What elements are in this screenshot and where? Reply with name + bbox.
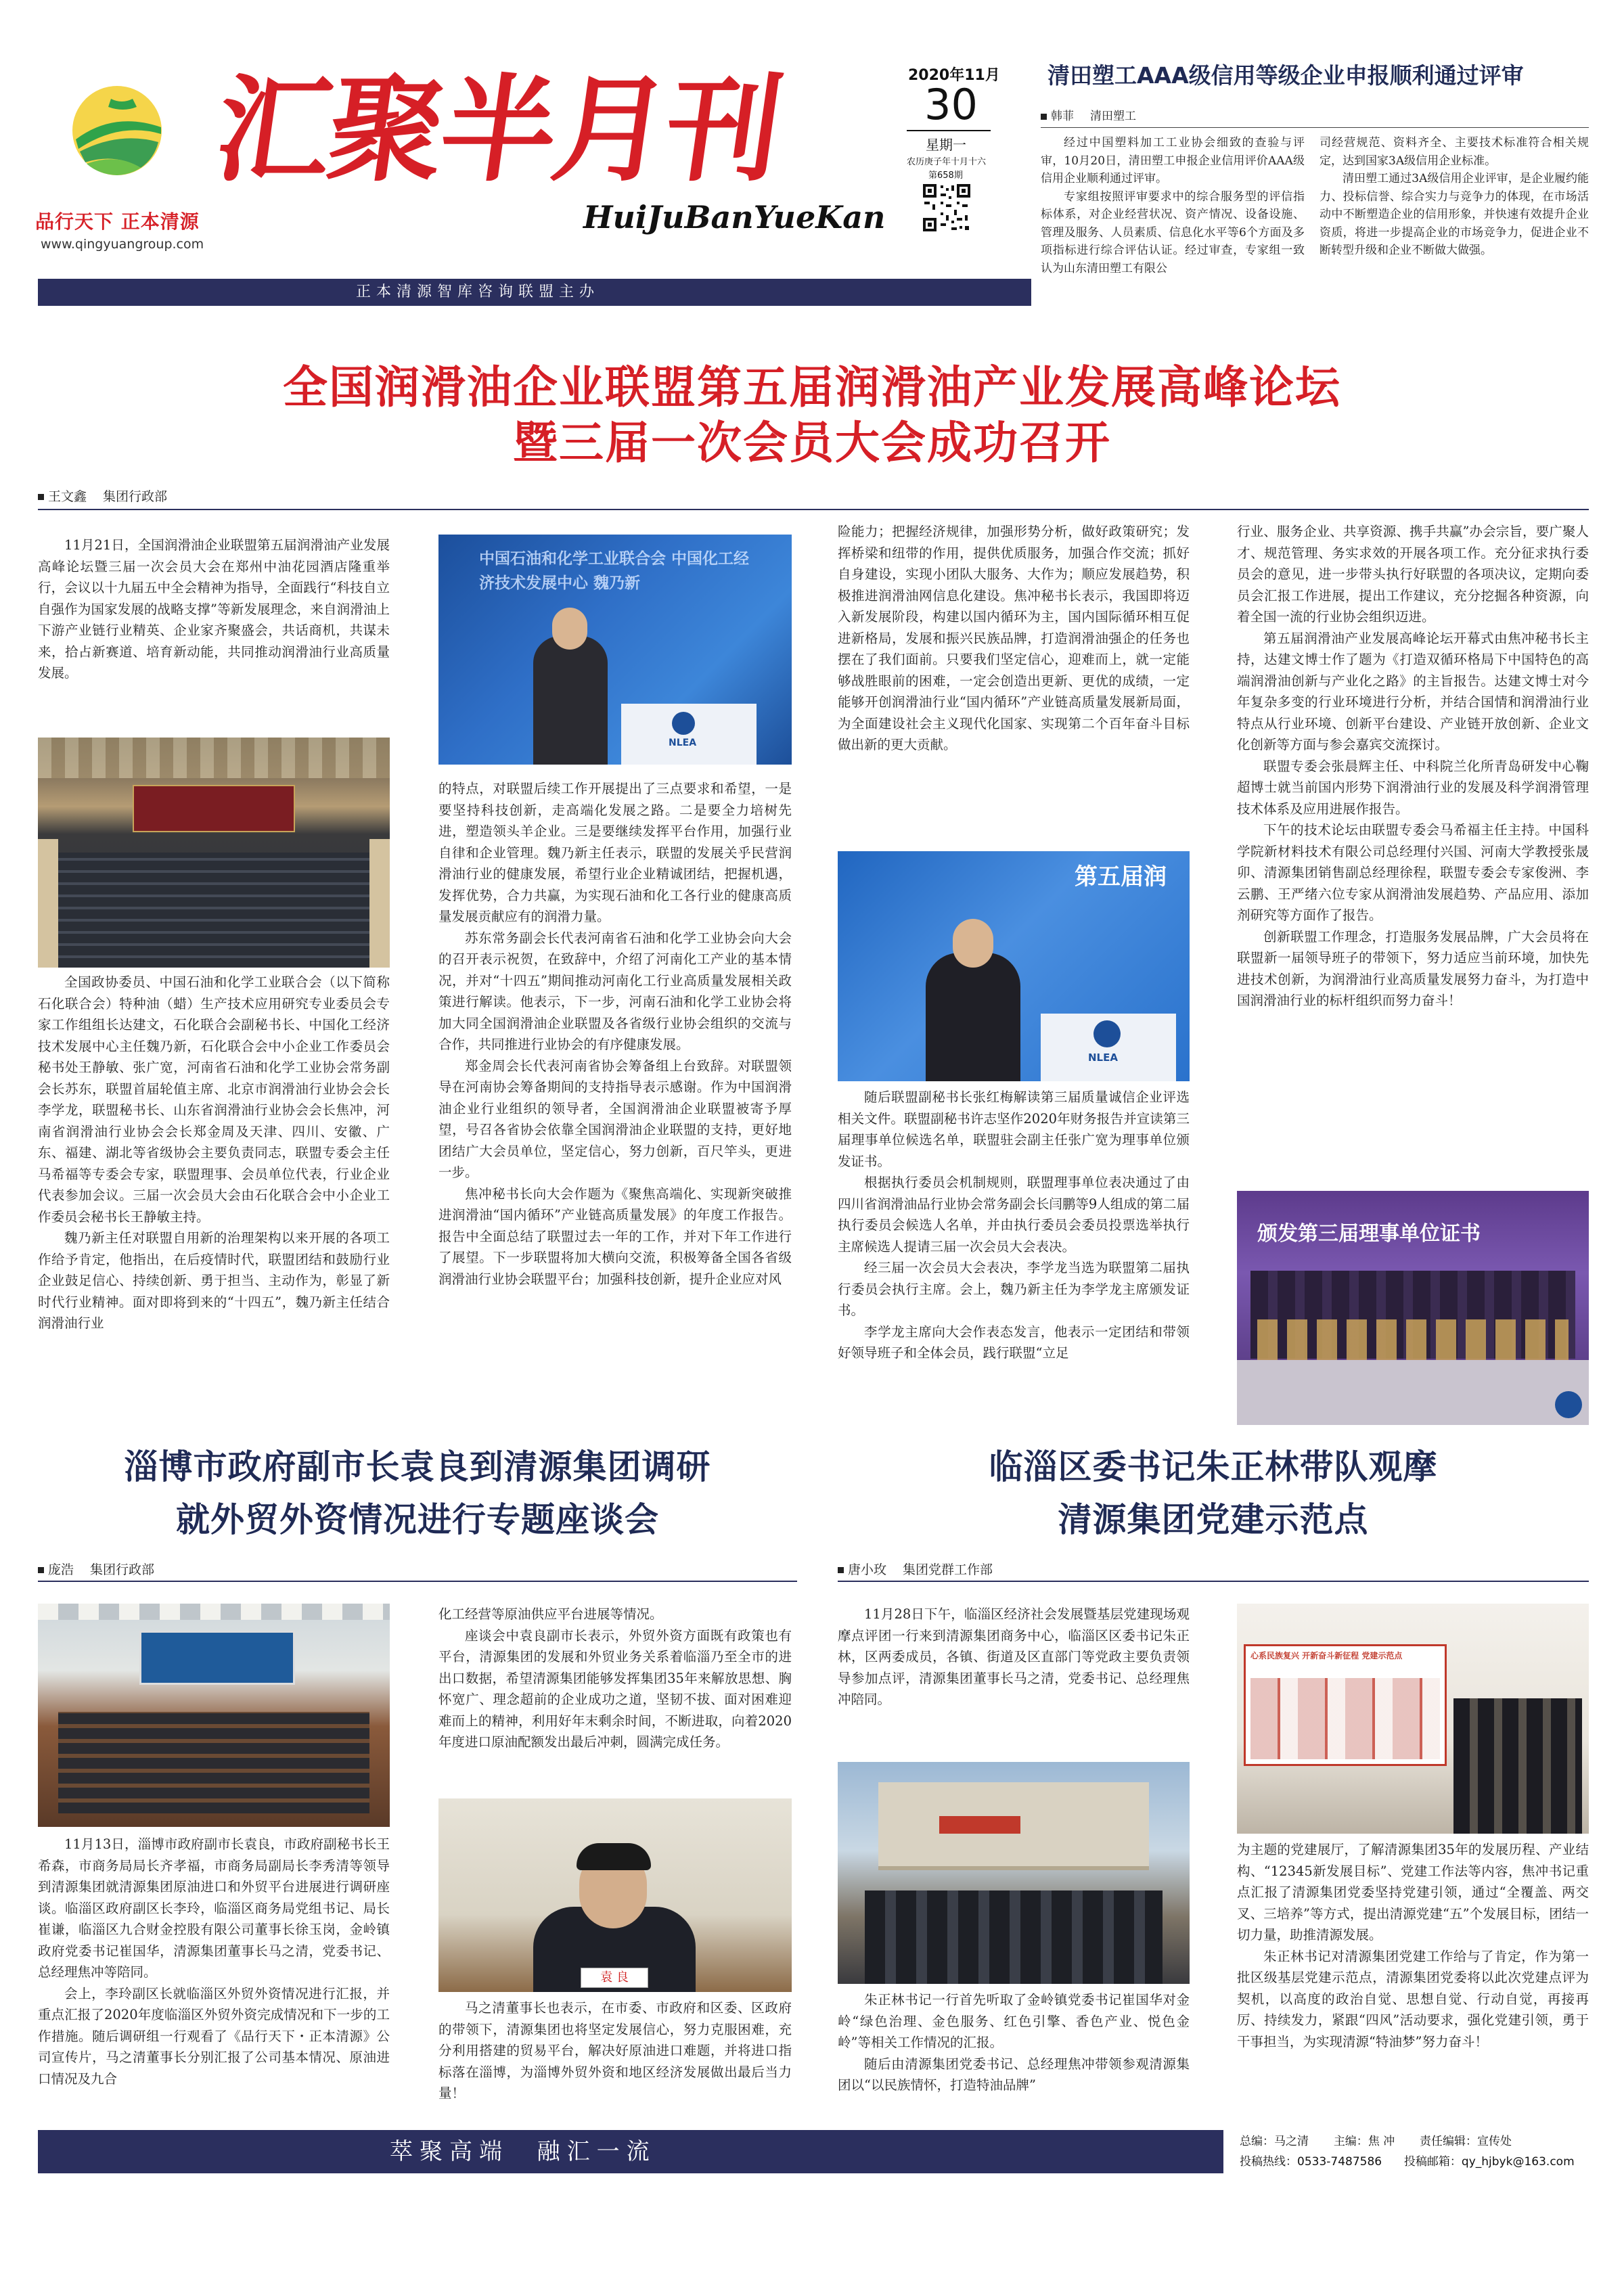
main-col3-top [838, 521, 1190, 842]
story3-title-1: 淄博市政府副市长袁良到清源集团调研 [124, 1447, 711, 1487]
issue-weekday: 星期一 [926, 137, 966, 153]
top-story-byline [1041, 107, 1136, 126]
main-col1-top [38, 535, 390, 731]
byline-dept: 集团党群工作部 [903, 1562, 993, 1577]
meeting-hall-photo [38, 738, 390, 968]
exhibition-sign: 心系民族复兴 开新奋斗新征程 党建示范点 [1250, 1651, 1403, 1660]
story3-title-2: 就外贸外资情况进行专题座谈会 [176, 1500, 659, 1539]
byline-author: 唐小玫 [848, 1562, 887, 1577]
phone-label: 投稿热线： [1240, 2155, 1297, 2169]
backdrop-text: 中国石油和化学工业联合会 中国化工经济技术发展中心 魏乃新 [479, 550, 750, 592]
certificate-photo [1237, 1191, 1589, 1425]
paragraph: 下午的技术论坛由联盟专委会马希福主任主持。中国科学院新材料技术有限公司总经理付兴国、河南大学教授张晟卯、清源集团销售副总经理徐程，联盟专委会专家俊洲、李云鹏、王严绪六位专家从润滑油发展趋势、产品应用、添加剂研究等方面作了报告。 [1237, 822, 1589, 923]
slogan: 品行天下 正本清源 [35, 210, 200, 233]
story3-col2-bottom [438, 1997, 792, 2111]
top-story-title: 清田塑工AAA级信用等级企业申报顺利通过评审 [1047, 62, 1524, 89]
story4-title-2: 清源集团党建示范点 [1058, 1500, 1369, 1539]
paragraph: 全国政协委员、中国石油和化学工业联合会（以下简称石化联合会）特种油（蜡）生产技术应用研究专业委员会专家工作组组长达建文，石化联合会副秘书长、中国化工经济技术发展中心主任魏乃新，石化联合会中小企业工作委员会秘书处王静敏、张广宽，河南省石油和化学工业协会常务副会长苏东，联盟首届轮值主席、北京市润滑油行业协会会长李学龙，联盟秘书长、山东省润滑油行业协会会长焦冲，河南省润滑油行业协会会长郑金周及天津、四川、安徽、广东、福建、湖北等省级协会主要负责同志，联盟专委会主任马希福等专委会专家，联盟理事、会员单位代表，行业企业代表参加会议。三届一次会员大会由石化联合会中小企业工作委员会秘书长王静敏主持。 [38, 974, 390, 1225]
paragraph: 魏乃新主任对联盟自用新的治理架构以来开展的各项工作给予肯定，他指出，在后疫情时代，联盟团结和鼓励行业企业鼓足信心、持续创新、勇于担当、主动作为，彰显了新时代行业精神。面对即将到来的“十四五”，魏乃新主任结合润滑油行业 [38, 1230, 390, 1331]
editor-label: 总编： [1240, 2135, 1274, 2148]
story4-byline [838, 1560, 993, 1579]
top-story-col1 [1041, 134, 1305, 303]
masthead-pinyin: HuiJuBanYueKan [583, 199, 886, 235]
paragraph: 郑金周会长代表河南省协会筹备组上台致辞。对联盟领导在河南协会筹备期间的支持指导表示感谢。作为中国润滑油企业行业组织的领导者，全国润滑油企业联盟被寄予厚望，号召各省协会依靠全国润滑油企业联盟的支持，更好地团结广大会员单位，坚定信心，努力创新，百尺竿头，更进一步。 [438, 1058, 792, 1180]
paragraph: 会上，李玲副区长就临淄区外贸外资情况进行汇报，并重点汇报了2020年度临淄区外贸外资完成情况和下一步的工作措施。随后调研组一行观看了《品行天下・正本清源》公司宣传片，马之清董事长分别汇报了公司基本情况、原油进口情况及九合 [38, 1985, 390, 2087]
footer-slogan: 萃聚高端 融汇一流 [390, 2138, 656, 2165]
podium-logo: NLEA [1088, 1051, 1118, 1064]
paragraph: 马之清董事长也表示，在市委、市政府和区委、区政府的带领下，清源集团也将坚定发展信心，努力克服困难，充分利用搭建的贸易平台，解决好原油进口难题，并将进口指标落在淄博，为淄博外贸外资和地区经济发展做出最后当力量！ [438, 2000, 792, 2101]
exhibition-hall-photo [1237, 1604, 1589, 1834]
story4-col2 [1237, 1839, 1589, 2111]
story3-rule [38, 1581, 797, 1582]
paragraph: 经过中国塑料加工工业协会细致的查验与评审，10月20日，清田塑工申报企业信用评价AAA级信用企业顺利通过评审。 [1041, 136, 1305, 185]
top-story-rule [1041, 127, 1589, 128]
paragraph: 清田塑工通过3A级信用企业评审，是企业履约能力、投标信誉、综合实力与竞争力的体现，在市场活动中不断塑造企业的信用形象，并快速有效提升企业资质，将进一步提高企业的市场竞争力，促进企业不断转型升级和企业不断做大做强。 [1320, 172, 1589, 257]
paragraph: 司经营规范、资料齐全、主要技术标准符合相关规定，达到国家3A级信用企业标准。 [1320, 136, 1589, 168]
paragraph: 专家组按照评审要求中的综合服务型的评信指标体系，对企业经营状况、资产情况、设备设施、管理及服务、人员素质、信息化水平等6个方面及多项指标进行综合评估认证。经过审查，专家组一致认为山东清田塑工有限公 [1041, 189, 1305, 275]
paragraph: 随后由清源集团党委书记、总经理焦冲带领参观清源集团以“以民族情怀，打造特油品牌” [838, 2056, 1190, 2093]
banner-text: 正本清源智库咨询联盟主办 [356, 284, 600, 300]
chief-name: 焦 冲 [1368, 2135, 1395, 2148]
story4-rule [838, 1581, 1589, 1582]
paragraph: 座谈会中袁良副市长表示，外贸外资方面既有政策也有平台，清源集团的发展和外贸业务关系着临淄乃至全市的进出口数据，希望清源集团能够发挥集团35年来解放思想、胸怀宽广、理念超前的企业成功之道，坚韧不拔、面对困难迎难而上的精神，利用好年末剩余时间，不断进取，向着2020年度进口原油配额发出最后冲刺，圆满完成任务。 [438, 1627, 792, 1750]
paragraph: 根据执行委员会机制规则，联盟理事单位表决通过了由四川省润滑油品行业协会常务副会长闫鹏等9人组成的第二届执行委员会候选人名单，并由执行委员会委员投票选举执行主席候选人提请三届一次会员大会表决。 [838, 1175, 1190, 1254]
main-col2 [438, 778, 792, 1428]
paragraph: 11月28日下午，临淄区经济社会发展暨基层党建现场观摩点评团一行来到清源集团商务中心，临淄区区委书记朱正林，区两委成员，各镇、街道及区直部门等党政主要负责领导参加点评，清源集团董事长马之清，党委书记、总经理焦冲陪同。 [838, 1606, 1190, 1707]
editor-name: 马之清 [1274, 2135, 1309, 2148]
paragraph: 的特点，对联盟后续工作开展提出了三点要求和希望，一是要坚持科技创新，走高端化发展之路。二是要全力培树先进，塑造领头羊企业。三是要继续发挥平台作用，加强行业自律和企业管理。魏乃新主任表示，联盟的发展关乎民营润滑油行业的健康发展，希望行业企业精诚团结，把握机遇，发挥优势，合力共赢，为实现石油和化工各行业的健康高质量发展贡献应有的润滑力量。 [438, 781, 792, 924]
qr-code-icon[interactable] [922, 183, 972, 233]
story3-byline [38, 1560, 154, 1579]
email-label: 投稿邮箱： [1403, 2155, 1462, 2169]
story4-col1-top [838, 1604, 1190, 1752]
issue-lunar: 农历庚子年十月十六 [907, 157, 987, 167]
paragraph: 创新联盟工作理念，打造服务发展品牌，广大会员将在联盟新一届领导班子的带领下，努力适应当前环境，加快先进技术创新，为润滑油行业高质量发展努力奋斗，为打造中国润滑油行业的标杆组织而努力奋斗！ [1237, 928, 1589, 1008]
paragraph: 为主题的党建展厅，了解清源集团35年的发展历程、产业结构、“12345新发展目标”、党建工作法等内容，焦冲书记重点汇报了清源集团党委坚持党建引领，通过“全覆盖、两交叉、三培养”等方式，提出清源党建“五”个发展目标，团结一切力量，助推清源发展。 [1237, 1842, 1589, 1943]
footer-credits [1240, 2131, 1592, 2172]
byline-dept: 集团行政部 [90, 1562, 155, 1577]
masthead-title: 汇聚半月刊 [207, 62, 788, 198]
official-photo [438, 1798, 792, 1992]
story3-col2-top [438, 1604, 792, 1786]
byline-dept: 清田塑工 [1090, 110, 1136, 123]
paragraph: 联盟专委会张晨辉主任、中科院兰化所青岛研发中心鞠超博士就当前国内形势下润滑油行业的发展及科学润滑管理技术体系及应用进展作报告。 [1237, 758, 1589, 817]
credits-row-2 [1240, 2152, 1592, 2172]
backdrop-text: 第五届润 [1075, 863, 1167, 890]
paragraph: 险能力；把握经济规律，加强形势分析，做好政策研究；发挥桥梁和纽带的作用，提供优质服务，加强合作交流；抓好自身建设，实现小团队大服务、大作为；顺应发展趋势，积极推进润滑油网信息化建设。焦冲秘书长表示，我国即将迈入新发展阶段，构建以国内循环为主，国内国际循环相互促进新格局，发展和振兴民族品牌，打造润滑油强企的任务也摆在了我们面前。只要我们坚定信心，迎难而上，就一定能够战胜眼前的困难，一定会创造出更新、更优的成绩，一定能够开创润滑油行业“国内循环”产业链高质量发展新局面，为全面建设社会主义现代化国家、实现第二个百年奋斗目标做出新的更大贡献。 [838, 524, 1190, 752]
website-link[interactable]: www.qingyuangroup.com [41, 237, 204, 252]
main-story-rule [38, 509, 1589, 510]
paragraph: 朱正林书记一行首先听取了金岭镇党委书记崔国华对金岭“绿色治理、金色服务、红色引擎、香色产业、悦色金岭”等相关工作情况的汇报。 [838, 1992, 1190, 2050]
paragraph: 李学龙主席向大会作表态发言，他表示一定团结和带领好领导班子和全体会员，践行联盟“立足 [838, 1323, 1190, 1361]
main-col1-bottom [38, 972, 390, 1425]
main-story-byline [38, 487, 167, 506]
visit-photo-1 [838, 1762, 1190, 1984]
paragraph: 随后联盟副秘书长张红梅解读第三届质量诚信企业评选相关文件。联盟副秘书许志坚作2020年财务报告并宣读第三届理事单位候选名单，联盟驻会副主任张广宽为理事单位颁发证书。 [838, 1089, 1190, 1169]
paragraph: 行业、服务企业、共享资源、携手共赢”办会宗旨，要广聚人才、规范管理、务实求效的开展各项工作。充分征求执行委员会的意见，进一步带头执行好联盟的各项决议，定期向委员会汇报工作进展，提出工作建议，充分挖掘各种资源，向着全国一流的行业协会组织迈进。 [1237, 524, 1589, 625]
email-link[interactable]: qy_hjbyk@163.com [1461, 2155, 1575, 2169]
unit-label: 责任编辑： [1420, 2135, 1478, 2148]
byline-dept: 集团行政部 [103, 489, 168, 504]
main-col4 [1237, 521, 1589, 1161]
phone-number[interactable]: 0533-7487586 [1297, 2155, 1382, 2169]
unit-name: 宣传处 [1477, 2135, 1512, 2148]
speaker-photo-1 [438, 535, 792, 765]
story4-title-1: 临淄区委书记朱正林带队观摩 [989, 1447, 1438, 1487]
main-story-title-2: 暨三届一次会员大会成功召开 [513, 417, 1111, 469]
byline-author: 王文鑫 [48, 489, 87, 504]
podium-logo: NLEA [669, 738, 697, 748]
speaker-photo-2 [838, 851, 1190, 1081]
byline-author: 庞浩 [48, 1562, 74, 1577]
paragraph: 11月21日，全国润滑油企业联盟第五届润滑油产业发展高峰论坛暨三届一次会员大会在郑州中油花园酒店隆重举行，会议以十九届五中全会精神为指导，全面践行“科技自立自强作为国家发展的战略支撑”等新发展理念，来自润滑油上下游产业链行业精英、企业家齐聚盛会，共话商机，共谋未来，拾占新赛道、培育新动能，共同推动润滑油行业高质量发展。 [38, 537, 390, 681]
nameplate: 袁 良 [581, 1968, 648, 1988]
masthead [0, 0, 1624, 311]
main-col3-bottom [838, 1087, 1190, 1425]
issue-date: 2020年11月 [908, 67, 1000, 84]
credits-row-1 [1240, 2131, 1592, 2152]
main-story-title-1: 全国润滑油企业联盟第五届润滑油产业发展高峰论坛 [283, 361, 1341, 413]
paragraph: 第五届润滑油产业发展高峰论坛开幕式由焦冲秘书长主持，达建文博士作了题为《打造双循环格局下中国特色的高端润滑油创新与产业化之路》的主旨报告。达建文博士对今年复杂多变的行业环境进行分析，并结合国情和润滑油行业特点从行业环境、创新平台建设、产业链开放创新、企业文化创新等方面与参会嘉宾交流探讨。 [1237, 630, 1589, 752]
issue-day: 30 [924, 80, 978, 129]
story3-col1 [38, 1834, 390, 2111]
paragraph: 朱正林书记对清源集团党建工作给与了肯定，作为第一批区级基层党建示范点，清源集团党委将以此次党建点评为契机，以高度的政治自觉、思想自觉、行动自觉，再接再厉、持续发力，紧跟“四风”活动要求，强化党建引领，勇于干事担当，为实现清源“特油梦”努力奋斗！ [1237, 1948, 1589, 2050]
footer-bar [38, 2130, 1223, 2173]
date-divider [907, 130, 991, 131]
paragraph: 11月13日，淄博市政府副市长袁良，市政府副秘书长王希森，市商务局局长齐孝福，市商务局副局长李秀清等领导到清源集团就清源集团原油进口和外贸平台进展进行调研座谈。临淄区政府副区长李玲，临淄区商务局党组书记、局长崔谦，临淄区九合财金控股有限公司董事长徐玉岗，金岭镇政府党委书记崔国华，清源集团董事长马之清，党委书记、总经理焦冲等陪同。 [38, 1836, 390, 1980]
top-story-col2 [1320, 134, 1589, 303]
forum-room-photo [38, 1604, 390, 1827]
masthead-banner [38, 279, 1031, 306]
backdrop-text: 颁发第三届理事单位证书 [1257, 1222, 1481, 1246]
byline-author: 韩菲 [1051, 110, 1074, 123]
chief-label: 主编： [1333, 2135, 1368, 2148]
paragraph: 焦冲秘书长向大会作题为《聚焦高端化、实现新突破推进润滑油“国内循环”产业链高质量发展》的年度工作报告。报告中全面总结了联盟过去一年的工作，并对下年工作进行了展望。下一步联盟将加大横向交流，积极筹备全国各省级润滑油行业协会联盟平台；加强科技创新，提升企业应对风 [438, 1185, 792, 1287]
paragraph: 经三届一次会员大会表决，李学龙当选为联盟第二届执行委员会执行主席。会上，魏乃新主任为李学龙主席颁发证书。 [838, 1260, 1190, 1318]
company-logo-icon [66, 80, 168, 181]
paragraph: 化工经营等原油供应平台进展等情况。 [438, 1606, 663, 1622]
paragraph: 苏东常务副会长代表河南省石油和化学工业协会向大会的召开表示祝贺，在致辞中，介绍了河南化工产业的基本情况，并对“十四五”期间推动河南化工行业高质量发展相关政策进行解读。他表示，下一步，河南石油和化学工业协会将加大同全国润滑油企业联盟及各省级行业协会组织的交流与合作，共同推进行业协会的有序健康发展。 [438, 930, 792, 1052]
story4-col1-bottom [838, 1989, 1190, 2114]
issue-number: 第658期 [928, 171, 963, 181]
